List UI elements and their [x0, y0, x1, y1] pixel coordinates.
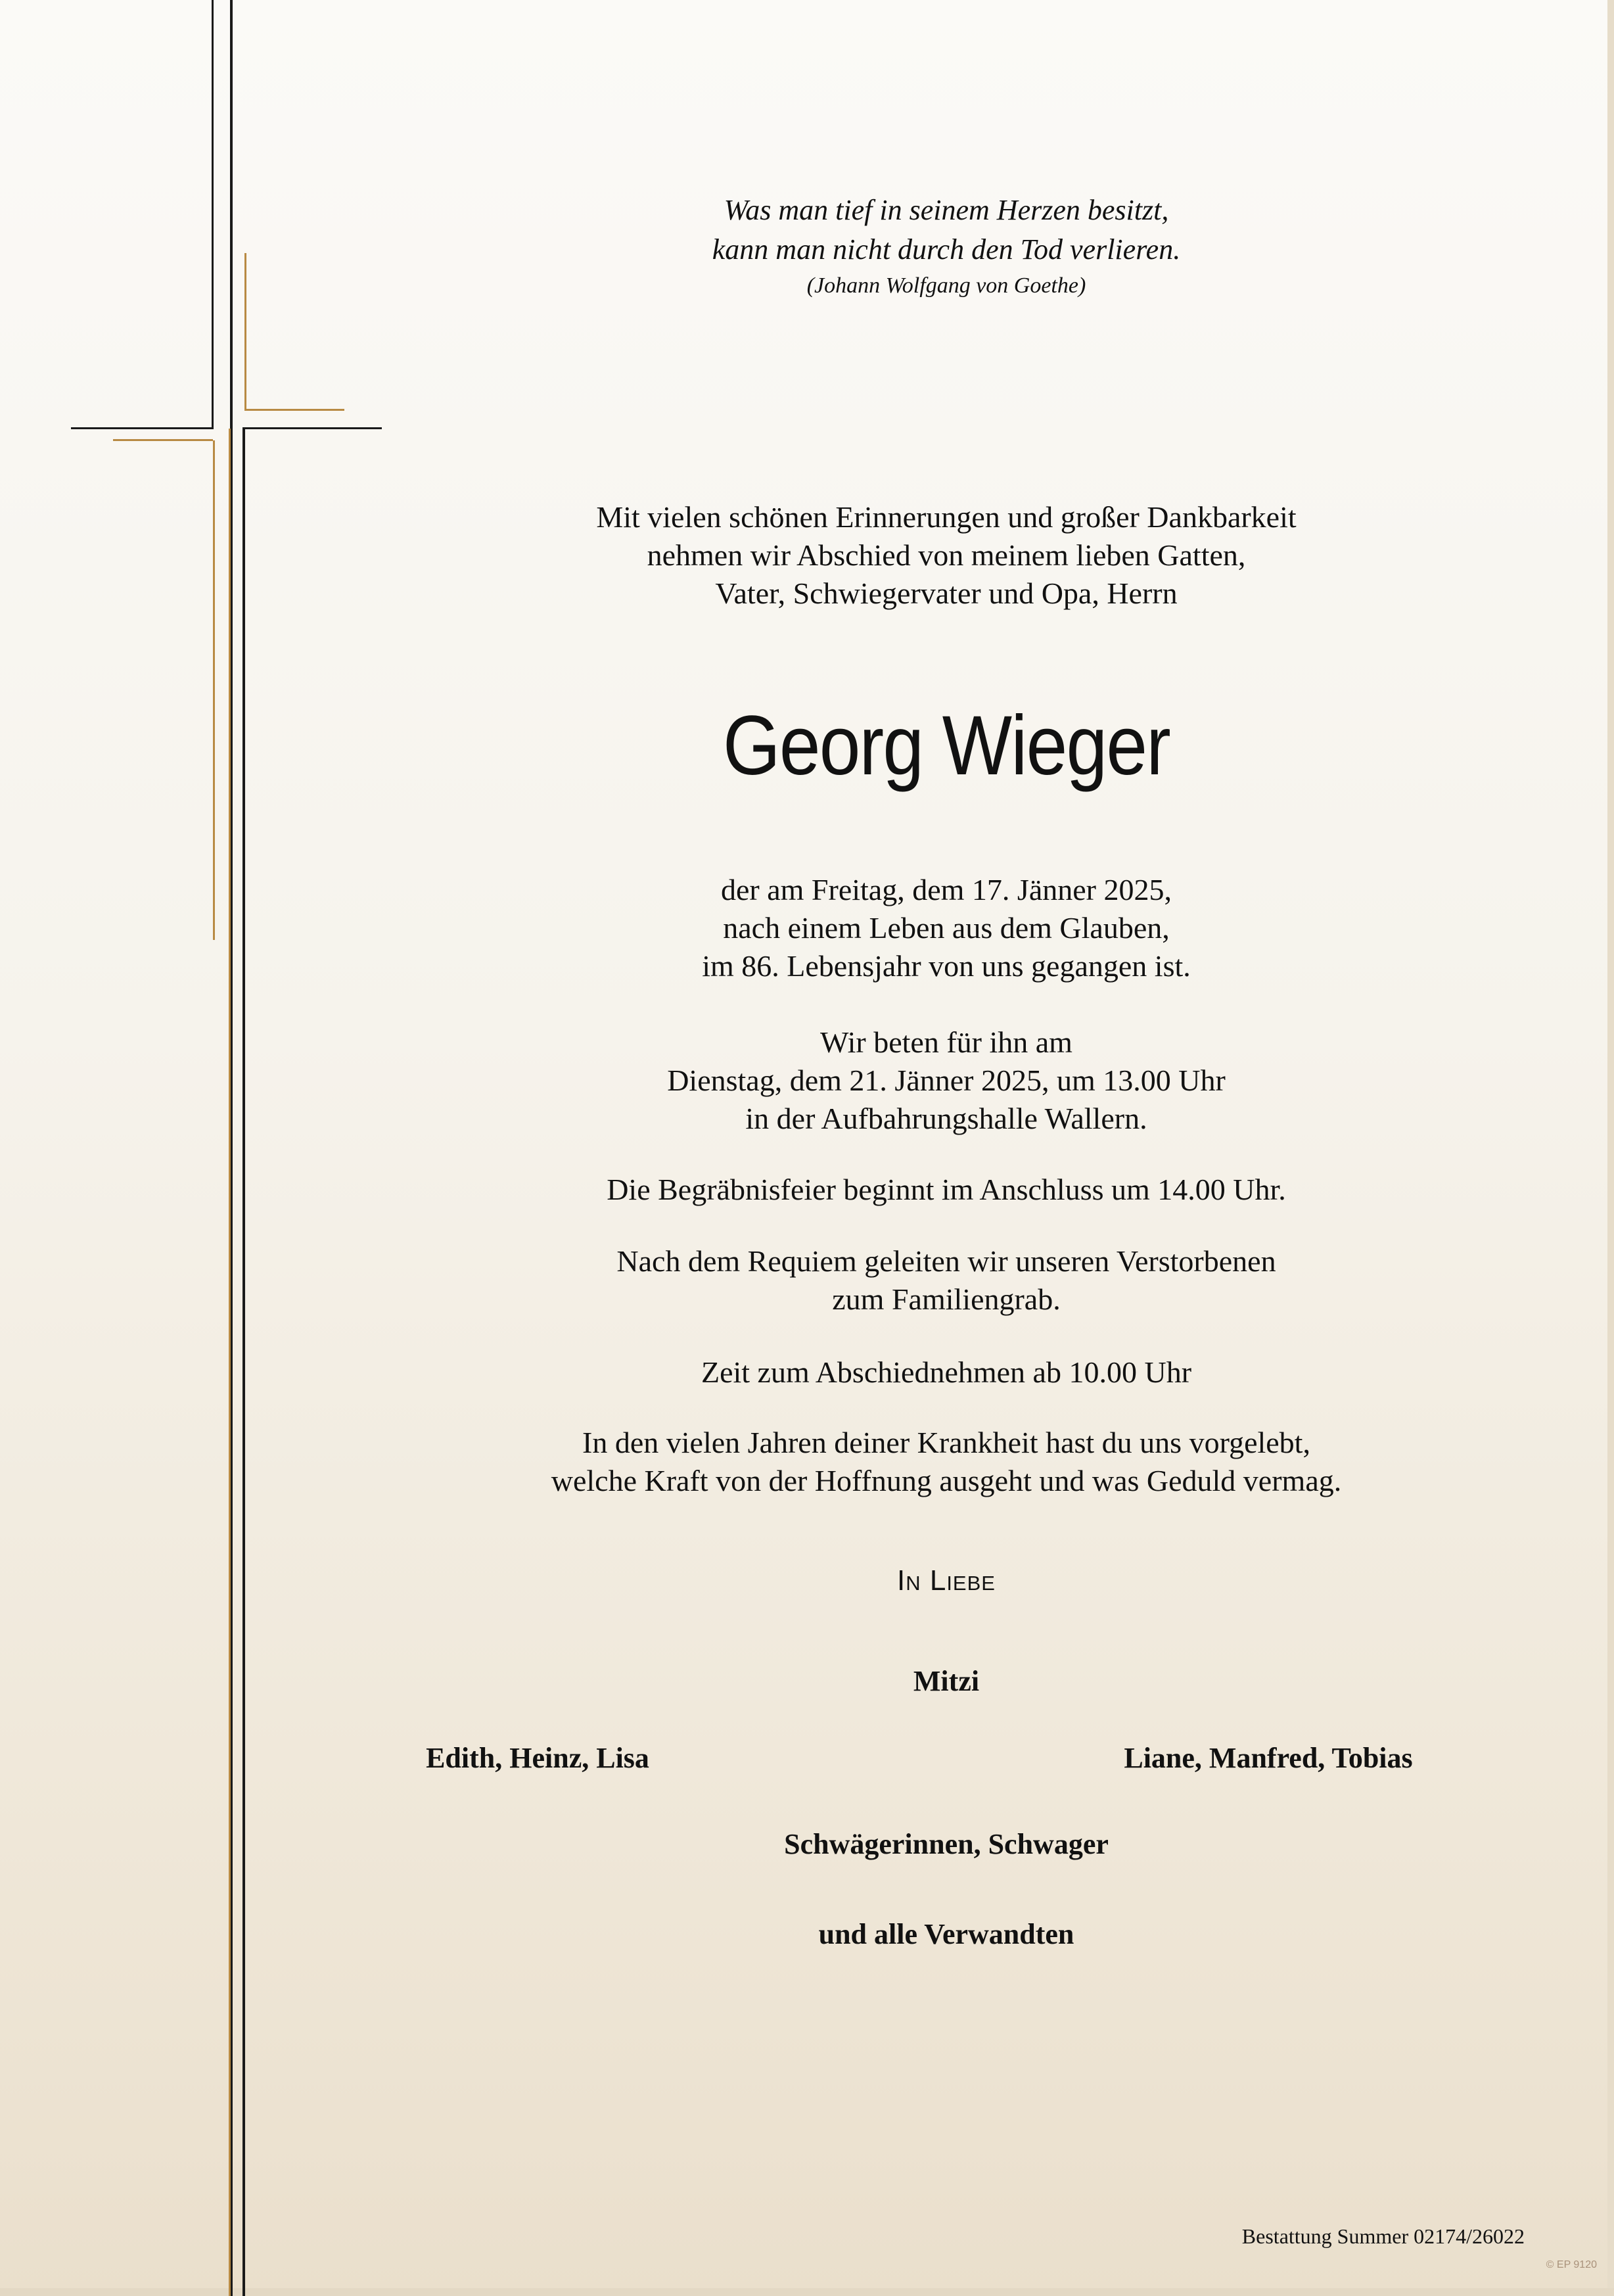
print-code: © EP 9120 — [1546, 2259, 1597, 2270]
intro-line-3: Vater, Schwiegervater und Opa, Herrn — [715, 576, 1178, 610]
mourner-spouse: Mitzi — [913, 1665, 980, 1697]
mourner-in-laws: Schwägerinnen, Schwager — [784, 1828, 1109, 1860]
funeral-info: Die Begräbnisfeier beginnt im Anschluss um 14.00 Uhr. — [607, 1173, 1286, 1206]
mourner-family-right: Liane, Manfred, Tobias — [1124, 1742, 1413, 1774]
intro-text — [381, 498, 1511, 613]
requiem-line-1: Nach dem Requiem geleiten wir unseren Verstorbenen — [616, 1244, 1276, 1278]
goethe-quote — [381, 191, 1511, 302]
deceased-name: Georg Wieger — [722, 699, 1170, 793]
cross-vertical-gold-line-upper — [244, 253, 246, 411]
intro-line-1: Mit vielen schönen Erinnerungen und großer Dankbarkeit — [596, 500, 1297, 534]
cross-horizontal-gold-line-right — [244, 409, 344, 411]
quote-author: (Johann Wolfgang von Goethe) — [806, 273, 1086, 298]
undertaker-contact: Bestattung Summer 02174/26022 — [1241, 2224, 1525, 2248]
cross-vertical-gold-line-center — [229, 429, 231, 2296]
cross-horizontal-gold-line-left — [113, 439, 213, 441]
page-edge-right — [1607, 0, 1614, 2296]
requiem-info — [381, 1242, 1511, 1319]
prayer-line-2: Dienstag, dem 21. Jänner 2025, um 13.00 Uhr — [667, 1064, 1226, 1097]
farewell-time: Zeit zum Abschiednehmen ab 10.00 Uhr — [701, 1355, 1192, 1389]
cross-vertical-black-line-lower — [242, 427, 245, 2296]
quote-line-2: kann man nicht durch den Tod verlieren. — [712, 233, 1181, 266]
death-info-line-3: im 86. Lebensjahr von uns gegangen ist. — [702, 949, 1191, 983]
prayer-info — [381, 1023, 1511, 1138]
mourner-family-left: Edith, Heinz, Lisa — [426, 1742, 649, 1774]
in-love-heading: In Liebe — [897, 1564, 996, 1597]
intro-line-2: nehmen wir Abschied von meinem lieben Gatten, — [647, 538, 1246, 572]
cross-horizontal-black-line-left — [71, 427, 214, 429]
cross-vertical-gold-line-left — [213, 440, 215, 940]
closing-line-2: welche Kraft von der Hoffnung ausgeht und was Geduld vermag. — [551, 1464, 1342, 1497]
cross-horizontal-black-line-right — [242, 427, 382, 429]
prayer-line-1: Wir beten für ihn am — [820, 1025, 1072, 1059]
cross-vertical-black-line-upper — [212, 0, 214, 429]
prayer-line-3: in der Aufbahrungshalle Wallern. — [745, 1102, 1147, 1135]
death-info-line-2: nach einem Leben aus dem Glauben, — [723, 911, 1170, 945]
death-info — [381, 871, 1511, 985]
requiem-line-2: zum Familiengrab. — [832, 1282, 1061, 1316]
death-info-line-1: der am Freitag, dem 17. Jänner 2025, — [721, 873, 1172, 906]
quote-line-1: Was man tief in seinem Herzen besitzt, — [724, 194, 1169, 226]
closing-text — [381, 1424, 1511, 1500]
mourner-relatives: und alle Verwandten — [818, 1918, 1074, 1950]
closing-line-1: In den vielen Jahren deiner Krankheit hast du uns vorgelebt, — [582, 1426, 1310, 1459]
